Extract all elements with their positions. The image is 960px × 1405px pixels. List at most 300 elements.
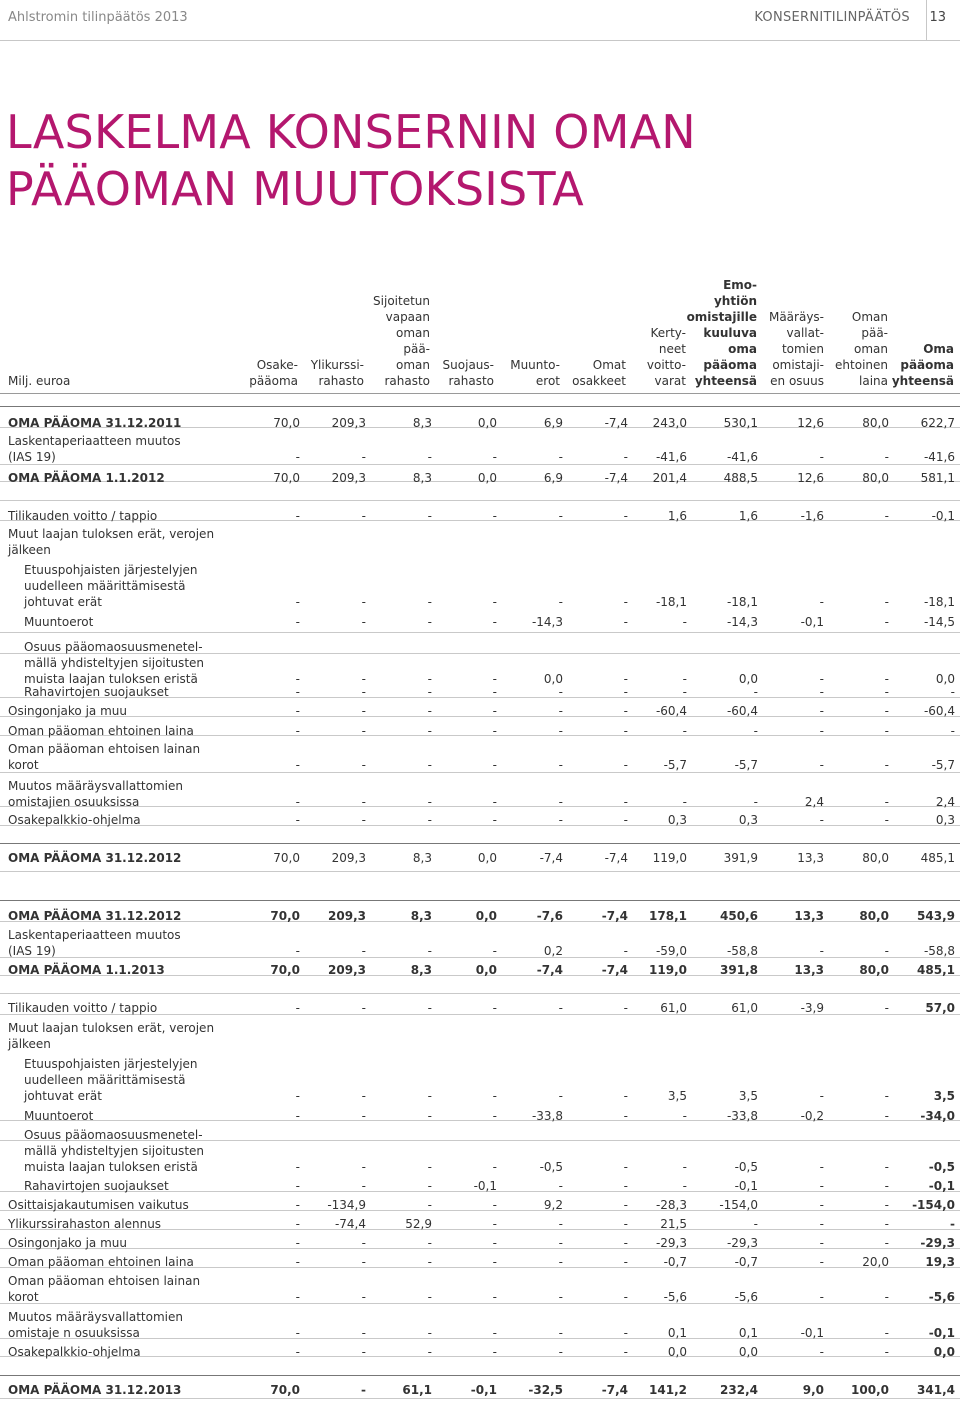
table-cell: -5,7 bbox=[663, 758, 687, 772]
row-label: OMA PÄÄOMA 31.12.2013 bbox=[8, 1383, 182, 1397]
table-cell: -7,4 bbox=[604, 851, 628, 865]
table-cell: 57,0 bbox=[925, 1001, 955, 1015]
table-cell: -0,1 bbox=[470, 1383, 497, 1397]
table-cell: - bbox=[427, 1345, 432, 1359]
table-cell: 80,0 bbox=[862, 471, 889, 485]
table-cell: - bbox=[427, 1109, 432, 1123]
table-cell: - bbox=[427, 595, 432, 609]
table-cell: -18,1 bbox=[655, 595, 687, 609]
table-cell: 530,1 bbox=[723, 416, 758, 430]
row-label: OMA PÄÄOMA 31.12.2012 bbox=[8, 909, 182, 923]
table-cell: - bbox=[623, 1160, 628, 1174]
table-cell: 0,0 bbox=[667, 1345, 687, 1359]
table-cell: 12,6 bbox=[797, 416, 824, 430]
row-label: Oman pääoman ehtoinen laina bbox=[8, 1255, 194, 1269]
table-cell: - bbox=[361, 1160, 366, 1174]
table-cell: -29,3 bbox=[920, 1236, 955, 1250]
table-cell: - bbox=[819, 1160, 824, 1174]
table-cell: - bbox=[623, 1089, 628, 1103]
table-cell: - bbox=[492, 813, 497, 827]
table-cell: 2,4 bbox=[935, 795, 955, 809]
table-cell: -5,6 bbox=[734, 1290, 758, 1304]
table-cell: - bbox=[884, 1160, 889, 1174]
table-cell: -5,6 bbox=[663, 1290, 687, 1304]
table-cell: 485,1 bbox=[917, 963, 955, 977]
row-label: Osuus pääomaosuusmenetel- mällä yhdisteltyjen sijoitusten muista laajan tuloksen eristä bbox=[24, 640, 205, 686]
table-cell: - bbox=[884, 813, 889, 827]
table-cell: 209,3 bbox=[331, 851, 366, 865]
table-cell: - bbox=[295, 1001, 300, 1015]
table-cell: 391,8 bbox=[720, 963, 758, 977]
table-cell: - bbox=[361, 509, 366, 523]
table-cell: - bbox=[295, 758, 300, 772]
table-cell: - bbox=[492, 1198, 497, 1212]
table-cell: - bbox=[623, 685, 628, 699]
table-cell: - bbox=[819, 450, 824, 464]
table-cell: 13,3 bbox=[797, 851, 824, 865]
table-cell: 0,0 bbox=[738, 1345, 758, 1359]
table-cell: 9,0 bbox=[802, 1383, 824, 1397]
table-cell: -1,6 bbox=[800, 509, 824, 523]
table-cell: - bbox=[623, 1109, 628, 1123]
table-cell: 80,0 bbox=[859, 909, 889, 923]
header-rule bbox=[0, 40, 960, 41]
table-cell: - bbox=[623, 1255, 628, 1269]
table-cell: 6,9 bbox=[543, 416, 563, 430]
row-label: Oman pääoman ehtoisen lainan korot bbox=[8, 742, 201, 772]
table-cell: -14,3 bbox=[726, 615, 758, 629]
table-cell: - bbox=[623, 509, 628, 523]
table-cell: - bbox=[492, 685, 497, 699]
table-cell: -58,8 bbox=[726, 944, 758, 958]
table-cell: - bbox=[492, 1160, 497, 1174]
table-cell: - bbox=[361, 758, 366, 772]
row-divider bbox=[0, 406, 960, 407]
table-cell: - bbox=[753, 724, 758, 738]
table-cell: - bbox=[623, 1345, 628, 1359]
table-cell: - bbox=[361, 1326, 366, 1340]
table-cell: 12,6 bbox=[797, 471, 824, 485]
table-cell: -0,2 bbox=[800, 1109, 824, 1123]
table-cell: - bbox=[295, 704, 300, 718]
table-cell: 0,0 bbox=[475, 963, 497, 977]
table-cell: - bbox=[361, 944, 366, 958]
table-cell: - bbox=[623, 595, 628, 609]
table-cell: - bbox=[884, 1001, 889, 1015]
table-cell: 209,3 bbox=[331, 471, 366, 485]
table-cell: - bbox=[819, 813, 824, 827]
table-cell: - bbox=[623, 758, 628, 772]
table-cell: - bbox=[819, 1345, 824, 1359]
table-cell: 70,0 bbox=[273, 416, 300, 430]
table-cell: - bbox=[492, 758, 497, 772]
row-label: Osakepalkkio-ohjelma bbox=[8, 1345, 141, 1359]
table-cell: - bbox=[492, 795, 497, 809]
row-label: Muuntoerot bbox=[24, 615, 94, 629]
table-cell: - bbox=[492, 615, 497, 629]
table-cell: - bbox=[884, 1089, 889, 1103]
table-cell: - bbox=[558, 1345, 563, 1359]
table-cell: -32,5 bbox=[528, 1383, 563, 1397]
table-cell: - bbox=[492, 1236, 497, 1250]
table-cell: - bbox=[819, 1217, 824, 1231]
table-cell: - bbox=[819, 1290, 824, 1304]
page-title bbox=[6, 104, 696, 218]
table-cell: -154,0 bbox=[912, 1198, 955, 1212]
table-cell: 232,4 bbox=[720, 1383, 758, 1397]
table-cell: -29,3 bbox=[655, 1236, 687, 1250]
table-cell: 80,0 bbox=[859, 963, 889, 977]
row-label: Osuus pääomaosuusmenetel- mällä yhdisteltyjen sijoitusten muista laajan tuloksen eristä bbox=[24, 1128, 205, 1174]
table-cell: -7,6 bbox=[536, 909, 563, 923]
table-cell: - bbox=[558, 1326, 563, 1340]
table-cell: 9,2 bbox=[543, 1198, 563, 1212]
table-cell: - bbox=[295, 615, 300, 629]
table-cell: - bbox=[427, 758, 432, 772]
row-label: Muut laajan tuloksen erät, verojen jälkeen bbox=[8, 527, 215, 557]
table-cell: 3,5 bbox=[933, 1089, 955, 1103]
table-cell: - bbox=[427, 685, 432, 699]
table-cell: 20,0 bbox=[862, 1255, 889, 1269]
table-cell: - bbox=[819, 672, 824, 686]
table-cell: -41,6 bbox=[923, 450, 955, 464]
table-cell: 61,0 bbox=[660, 1001, 687, 1015]
table-cell: -0,1 bbox=[800, 1326, 824, 1340]
table-cell: - bbox=[819, 724, 824, 738]
table-cell: - bbox=[361, 450, 366, 464]
table-cell: 1,6 bbox=[667, 509, 687, 523]
table-cell: -7,4 bbox=[601, 963, 628, 977]
table-cell: - bbox=[884, 450, 889, 464]
table-cell: - bbox=[492, 509, 497, 523]
table-cell: -0,5 bbox=[539, 1160, 563, 1174]
table-cell: 8,3 bbox=[412, 471, 432, 485]
row-label: Osingonjako ja muu bbox=[8, 1236, 127, 1250]
table-cell: - bbox=[884, 685, 889, 699]
table-cell: - bbox=[884, 724, 889, 738]
table-cell: - bbox=[295, 595, 300, 609]
row-label: Etuuspohjaisten järjestelyjen uudelleen määrittämisestä johtuvat erät bbox=[24, 1057, 198, 1103]
row-divider bbox=[0, 1398, 960, 1399]
page-title-line2: PÄÄOMAN MUUTOKSISTA bbox=[6, 162, 584, 216]
table-cell: - bbox=[361, 615, 366, 629]
table-cell: - bbox=[950, 724, 955, 738]
table-cell: - bbox=[295, 1255, 300, 1269]
table-cell: - bbox=[295, 1198, 300, 1212]
row-divider bbox=[0, 993, 960, 994]
table-cell: - bbox=[427, 1198, 432, 1212]
table-cell: 209,3 bbox=[331, 416, 366, 430]
table-cell: - bbox=[623, 944, 628, 958]
table-cell: 391,9 bbox=[723, 851, 758, 865]
table-cell: - bbox=[427, 813, 432, 827]
table-cell: -7,4 bbox=[604, 416, 628, 430]
table-cell: - bbox=[492, 1345, 497, 1359]
table-cell: - bbox=[623, 813, 628, 827]
table-cell: - bbox=[819, 1255, 824, 1269]
table-cell: - bbox=[682, 1160, 687, 1174]
table-cell: - bbox=[558, 1179, 563, 1193]
table-cell: - bbox=[558, 1290, 563, 1304]
row-divider bbox=[0, 1375, 960, 1376]
col-osakepaaoma: Osake- pääoma bbox=[249, 358, 298, 388]
table-cell: - bbox=[295, 685, 300, 699]
table-cell: -60,4 bbox=[923, 704, 955, 718]
row-label: Osingonjako ja muu bbox=[8, 704, 127, 718]
table-cell: - bbox=[492, 672, 497, 686]
table-cell: -7,4 bbox=[604, 471, 628, 485]
table-cell: - bbox=[623, 1290, 628, 1304]
table-cell: 70,0 bbox=[270, 1383, 300, 1397]
table-cell: - bbox=[558, 595, 563, 609]
table-cell: - bbox=[558, 724, 563, 738]
table-cell: 0,1 bbox=[738, 1326, 758, 1340]
col-svop-rahasto: Sijoitetun vapaan oman pää- oman rahasto bbox=[373, 294, 430, 388]
table-cell: 52,9 bbox=[405, 1217, 432, 1231]
table-cell: 80,0 bbox=[862, 416, 889, 430]
table-cell: - bbox=[492, 1217, 497, 1231]
table-cell: 543,9 bbox=[917, 909, 955, 923]
table-cell: - bbox=[492, 944, 497, 958]
table-cell: - bbox=[361, 704, 366, 718]
table-cell: - bbox=[361, 685, 366, 699]
unit-label: Milj. euroa bbox=[8, 374, 71, 388]
table-cell: - bbox=[295, 1345, 300, 1359]
table-cell: - bbox=[884, 1290, 889, 1304]
table-cell: - bbox=[884, 1179, 889, 1193]
col-oma-paaoma-yhteensa: Oma pääoma yhteensä bbox=[891, 342, 954, 388]
table-cell: - bbox=[295, 813, 300, 827]
table-cell: - bbox=[492, 1290, 497, 1304]
row-label: Laskentaperiaatteen muutos (IAS 19) bbox=[8, 434, 181, 464]
table-cell: - bbox=[361, 1383, 366, 1397]
table-cell: -0,1 bbox=[473, 1179, 497, 1193]
table-cell: - bbox=[361, 1345, 366, 1359]
table-cell: - bbox=[427, 672, 432, 686]
row-divider bbox=[0, 900, 960, 901]
table-cell: - bbox=[361, 1179, 366, 1193]
col-ylikurssirahasto: Ylikurssi- rahasto bbox=[310, 358, 364, 388]
header-divider bbox=[926, 0, 927, 40]
table-cell: 0,0 bbox=[477, 851, 497, 865]
table-cell: - bbox=[819, 1089, 824, 1103]
table-cell: -28,3 bbox=[655, 1198, 687, 1212]
table-cell: - bbox=[295, 944, 300, 958]
col-emoyhtion-oma-paaoma: Emo- yhtiön omistajille kuuluva oma pääoma yhteensä bbox=[686, 278, 757, 388]
table-cell: - bbox=[884, 704, 889, 718]
table-cell: - bbox=[753, 685, 758, 699]
table-cell: - bbox=[427, 724, 432, 738]
table-cell: - bbox=[682, 685, 687, 699]
table-cell: -134,9 bbox=[327, 1198, 366, 1212]
row-label: Tilikauden voitto / tappio bbox=[8, 509, 158, 523]
table-cell: 0,1 bbox=[667, 1326, 687, 1340]
table-cell: - bbox=[753, 1217, 758, 1231]
page-header bbox=[0, 0, 960, 40]
table-cell: - bbox=[558, 685, 563, 699]
row-label: Muutos määräysvallattomien omistajien osuuksissa bbox=[8, 779, 183, 809]
table-cell: - bbox=[623, 672, 628, 686]
table-cell: - bbox=[884, 1217, 889, 1231]
table-cell: - bbox=[623, 1217, 628, 1231]
table-cell: - bbox=[558, 509, 563, 523]
table-cell: 0,0 bbox=[543, 672, 563, 686]
table-cell: - bbox=[558, 1089, 563, 1103]
table-cell: - bbox=[884, 595, 889, 609]
table-cell: - bbox=[361, 672, 366, 686]
row-divider bbox=[0, 500, 960, 501]
table-cell: -7,4 bbox=[601, 1383, 628, 1397]
table-cell: -0,1 bbox=[928, 1179, 955, 1193]
table-cell: - bbox=[427, 615, 432, 629]
table-cell: 488,5 bbox=[723, 471, 758, 485]
row-divider bbox=[0, 843, 960, 844]
col-muuntoerot: Muunto- erot bbox=[510, 358, 560, 388]
row-label: Laskentaperiaatteen muutos (IAS 19) bbox=[8, 928, 181, 958]
table-cell: 70,0 bbox=[273, 471, 300, 485]
table-cell: - bbox=[884, 1326, 889, 1340]
table-cell: - bbox=[492, 1089, 497, 1103]
table-cell: - bbox=[361, 595, 366, 609]
table-cell: -5,6 bbox=[928, 1290, 955, 1304]
table-cell: 341,4 bbox=[917, 1383, 955, 1397]
table-cell: 119,0 bbox=[649, 963, 687, 977]
table-cell: 0,0 bbox=[477, 416, 497, 430]
table-cell: - bbox=[819, 1179, 824, 1193]
table-cell: 100,0 bbox=[851, 1383, 889, 1397]
table-cell: 61,1 bbox=[402, 1383, 432, 1397]
table-cell: -58,8 bbox=[923, 944, 955, 958]
table-cell: -18,1 bbox=[923, 595, 955, 609]
table-cell: - bbox=[427, 1290, 432, 1304]
table-cell: 3,5 bbox=[738, 1089, 758, 1103]
table-cell: -14,5 bbox=[923, 615, 955, 629]
table-cell: - bbox=[558, 1255, 563, 1269]
table-cell: 0,3 bbox=[738, 813, 758, 827]
table-cell: - bbox=[819, 758, 824, 772]
table-cell: -59,0 bbox=[655, 944, 687, 958]
table-cell: - bbox=[361, 1290, 366, 1304]
row-label: Tilikauden voitto / tappio bbox=[8, 1001, 158, 1015]
table-cell: - bbox=[427, 1001, 432, 1015]
table-cell: - bbox=[295, 1217, 300, 1231]
table-cell: 61,0 bbox=[731, 1001, 758, 1015]
table-cell: - bbox=[295, 1290, 300, 1304]
table-cell: - bbox=[361, 1236, 366, 1250]
section-title: KONSERNITILINPÄÄTÖS bbox=[754, 10, 910, 25]
table-cell: - bbox=[492, 1109, 497, 1123]
table-cell: 141,2 bbox=[649, 1383, 687, 1397]
header-bottom-rule bbox=[0, 393, 960, 394]
table-cell: 3,5 bbox=[667, 1089, 687, 1103]
table-cell: - bbox=[295, 1179, 300, 1193]
table-cell: - bbox=[492, 1255, 497, 1269]
table-cell: -14,3 bbox=[531, 615, 563, 629]
table-cell: - bbox=[427, 1326, 432, 1340]
table-cell: - bbox=[361, 1255, 366, 1269]
table-cell: - bbox=[295, 795, 300, 809]
table-cell: - bbox=[361, 1109, 366, 1123]
table-cell: -41,6 bbox=[726, 450, 758, 464]
table-cell: -7,4 bbox=[536, 963, 563, 977]
page-number: 13 bbox=[929, 10, 946, 25]
row-label: OMA PÄÄOMA 1.1.2012 bbox=[8, 471, 165, 485]
table-cell: - bbox=[819, 944, 824, 958]
row-label: Muut laajan tuloksen erät, verojen jälkeen bbox=[8, 1021, 215, 1051]
table-cell: 6,9 bbox=[543, 471, 563, 485]
table-cell: - bbox=[492, 1326, 497, 1340]
row-label: Rahavirtojen suojaukset bbox=[24, 685, 169, 699]
table-cell: -33,8 bbox=[531, 1109, 563, 1123]
table-cell: -0,5 bbox=[928, 1160, 955, 1174]
table-cell: - bbox=[427, 1255, 432, 1269]
table-cell: - bbox=[623, 615, 628, 629]
table-cell: -29,3 bbox=[726, 1236, 758, 1250]
table-cell: 581,1 bbox=[920, 471, 955, 485]
table-cell: - bbox=[884, 1345, 889, 1359]
col-suojausrahasto: Suojaus- rahasto bbox=[442, 358, 494, 388]
row-divider bbox=[0, 871, 960, 872]
table-cell: -60,4 bbox=[726, 704, 758, 718]
table-cell: - bbox=[427, 1089, 432, 1103]
table-cell: - bbox=[819, 595, 824, 609]
table-cell: 485,1 bbox=[920, 851, 955, 865]
table-cell: - bbox=[682, 615, 687, 629]
row-label: Oman pääoman ehtoisen lainan korot bbox=[8, 1274, 201, 1304]
table-cell: - bbox=[623, 1001, 628, 1015]
table-cell: - bbox=[623, 795, 628, 809]
table-cell: - bbox=[295, 450, 300, 464]
table-cell: -0,7 bbox=[663, 1255, 687, 1269]
row-label: Rahavirtojen suojaukset bbox=[24, 1179, 169, 1193]
table-cell: - bbox=[558, 813, 563, 827]
table-cell: - bbox=[361, 1001, 366, 1015]
table-cell: 201,4 bbox=[652, 471, 687, 485]
table-cell: - bbox=[623, 450, 628, 464]
table-cell: - bbox=[361, 795, 366, 809]
table-cell: - bbox=[682, 1179, 687, 1193]
table-cell: - bbox=[295, 1326, 300, 1340]
table-cell: - bbox=[884, 758, 889, 772]
table-cell: -18,1 bbox=[726, 595, 758, 609]
table-cell: - bbox=[295, 724, 300, 738]
table-cell: - bbox=[427, 944, 432, 958]
col-kertyneet-voittovarat: Kerty- neet voitto- varat bbox=[646, 326, 686, 388]
table-cell: - bbox=[492, 595, 497, 609]
table-cell: 119,0 bbox=[652, 851, 687, 865]
table-cell: - bbox=[884, 615, 889, 629]
table-cell: -0,7 bbox=[734, 1255, 758, 1269]
row-label: OMA PÄÄOMA 1.1.2013 bbox=[8, 963, 165, 977]
table-cell: - bbox=[623, 1326, 628, 1340]
table-cell: - bbox=[682, 672, 687, 686]
table-cell: 178,1 bbox=[649, 909, 687, 923]
table-cell: -0,1 bbox=[800, 615, 824, 629]
report-title: Ahlstromin tilinpäätös 2013 bbox=[8, 10, 188, 25]
table-cell: 0,3 bbox=[935, 813, 955, 827]
table-cell: - bbox=[492, 704, 497, 718]
table-cell: 8,3 bbox=[410, 963, 432, 977]
row-label: Muuntoerot bbox=[24, 1109, 94, 1123]
table-cell: 13,3 bbox=[794, 909, 824, 923]
table-cell: -74,4 bbox=[334, 1217, 366, 1231]
table-cell: 209,3 bbox=[328, 963, 366, 977]
table-cell: - bbox=[361, 1089, 366, 1103]
table-cell: -0,1 bbox=[734, 1179, 758, 1193]
table-cell: 8,3 bbox=[412, 416, 432, 430]
row-label: Etuuspohjaisten järjestelyjen uudelleen määrittämisestä johtuvat erät bbox=[24, 563, 198, 609]
table-cell: - bbox=[427, 450, 432, 464]
